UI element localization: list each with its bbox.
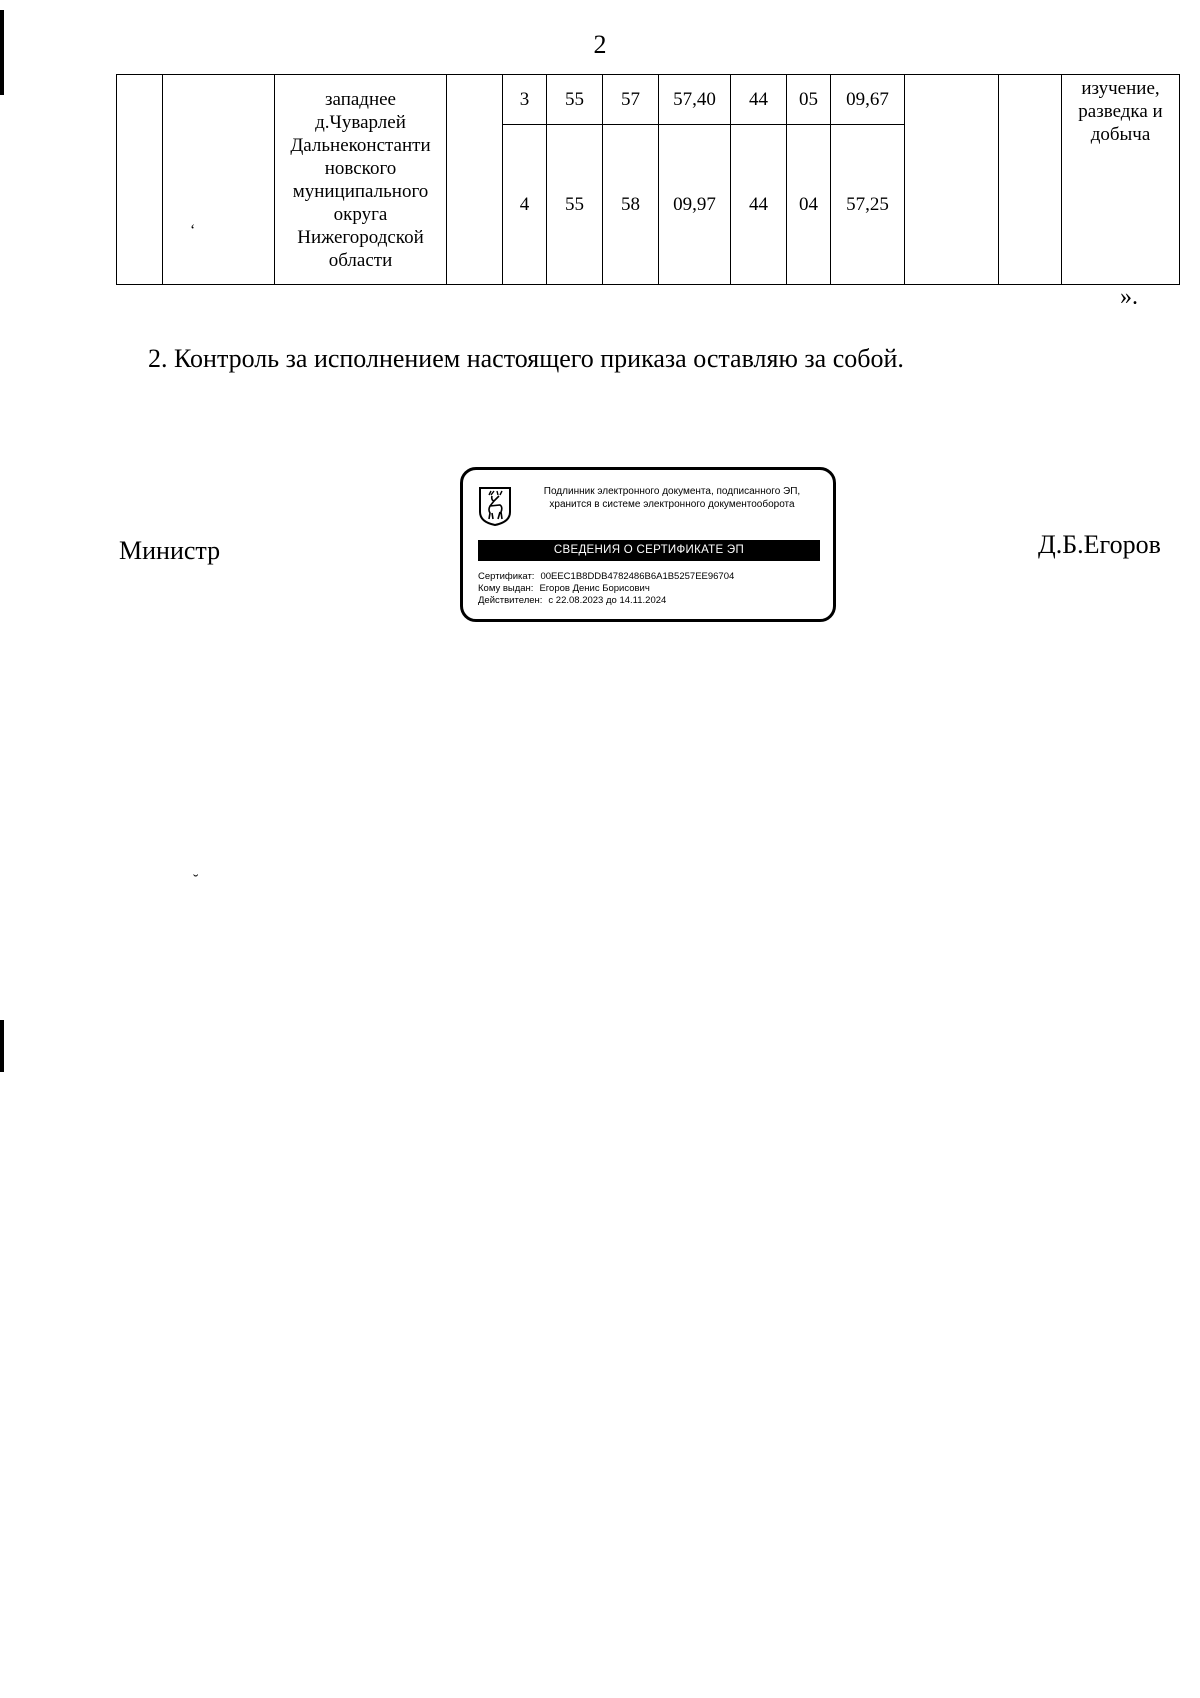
scan-speck: ‘ (190, 222, 196, 239)
validity-row (478, 595, 734, 607)
location-line: области (328, 249, 393, 271)
purpose-line: добыча (1090, 124, 1151, 145)
longitude-degrees-cell: 44 (731, 125, 787, 285)
paragraph-item-2: 2. Контроль за исполнением настоящего приказа оставляю за собой. (148, 344, 904, 373)
location-line: Дальнеконстанти (290, 134, 431, 156)
certificate-row (478, 571, 734, 583)
point-number-cell: 4 (503, 125, 547, 285)
empty-cell (905, 75, 999, 285)
certificate-value: 00EEC1B8DDB4782486B6A1B5257EE96704 (540, 571, 735, 582)
deer-emblem-icon (478, 486, 512, 526)
longitude-seconds-cell: 09,67 (831, 75, 905, 125)
scan-edge-mark-bottom (0, 1020, 4, 1072)
empty-cell (163, 75, 275, 285)
longitude-minutes-cell: 05 (787, 75, 831, 125)
latitude-degrees-cell: 55 (547, 75, 603, 125)
purpose-cell (1062, 75, 1180, 285)
latitude-seconds-cell: 09,97 (659, 125, 731, 285)
purpose-line: разведка и (1078, 101, 1163, 122)
validity-label: Действителен: (478, 595, 543, 606)
stamp-band: СВЕДЕНИЯ О СЕРТИФИКАТЕ ЭП (478, 540, 820, 561)
stamp-details (478, 571, 734, 607)
location-line: округа (333, 203, 388, 225)
page-number: 2 (593, 30, 607, 59)
location-line: новского (324, 157, 397, 179)
location-cell (275, 75, 447, 285)
empty-cell (999, 75, 1062, 285)
location-line: Нижегородской (297, 226, 424, 248)
closing-quote: ». (1120, 284, 1138, 310)
table-row (117, 75, 1180, 125)
location-line: западнее (325, 88, 396, 110)
stamp-header-line: Подлинник электронного документа, подписанного ЭП, (543, 486, 801, 497)
coordinates-table (116, 74, 1180, 285)
validity-value: с 22.08.2023 до 14.11.2024 (548, 595, 667, 606)
longitude-seconds-cell: 57,25 (831, 125, 905, 285)
location-line: д.Чуварлей (315, 111, 406, 133)
purpose-line: изучение, (1081, 78, 1160, 99)
longitude-minutes-cell: 04 (787, 125, 831, 285)
stamp-header (519, 485, 825, 511)
latitude-seconds-cell: 57,40 (659, 75, 731, 125)
signer-title: Министр (119, 536, 221, 565)
issued-to-label: Кому выдан: (478, 583, 534, 594)
signer-name: Д.Б.Егоров (1038, 530, 1161, 559)
empty-cell (447, 75, 503, 285)
issued-to-row (478, 583, 734, 595)
issued-to-value: Егоров Денис Борисович (539, 583, 650, 594)
e-signature-stamp (460, 467, 836, 622)
empty-cell (117, 75, 163, 285)
latitude-degrees-cell: 55 (547, 125, 603, 285)
location-line: муниципального (292, 180, 429, 202)
scan-speck: ˘ (193, 872, 199, 889)
point-number-cell: 3 (503, 75, 547, 125)
longitude-degrees-cell: 44 (731, 75, 787, 125)
certificate-label: Сертификат: (478, 571, 535, 582)
latitude-minutes-cell: 57 (603, 75, 659, 125)
stamp-header-line: хранится в системе электронного документооборота (549, 499, 795, 510)
latitude-minutes-cell: 58 (603, 125, 659, 285)
